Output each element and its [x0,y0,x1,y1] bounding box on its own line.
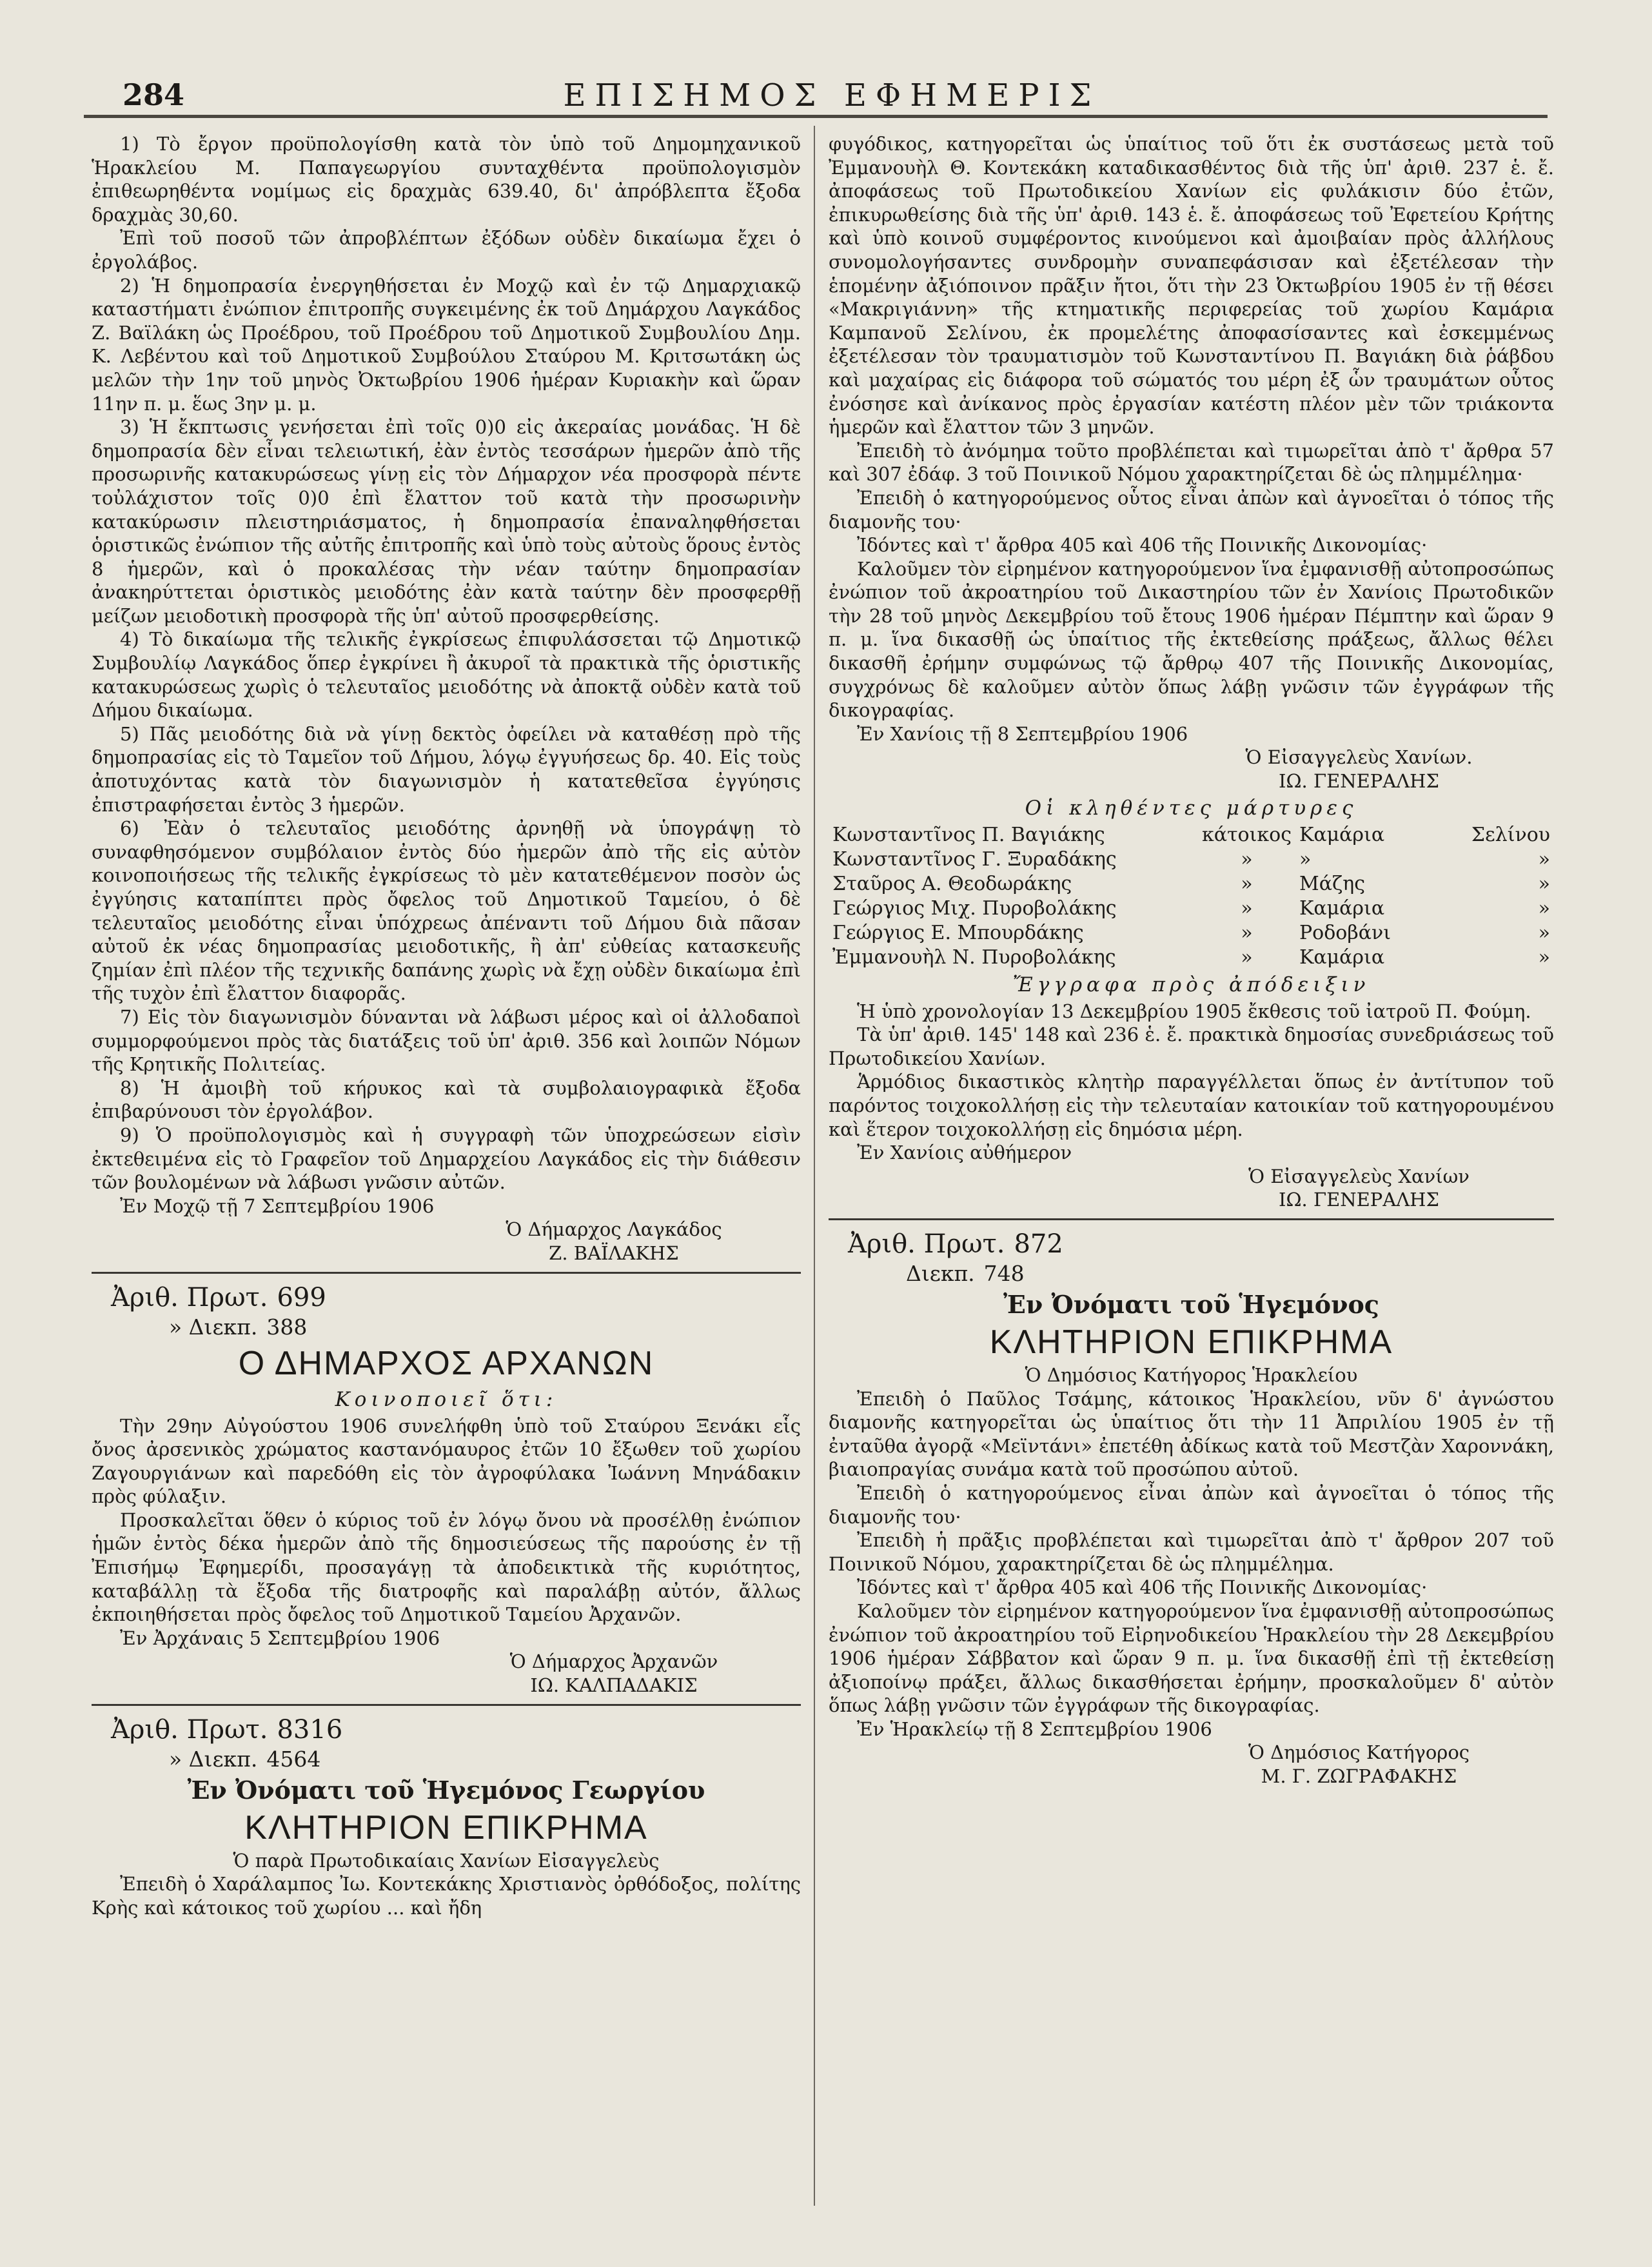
notice-paragraph: Ἐπειδὴ ὁ Χαράλαμπος Ἰω. Κοντεκάκης Χριστιανὸς ὀρθόδοξος, πολίτης Κρὴς καὶ κάτοικος τοῦ χωρίου ... καὶ ἤδη [92,1873,801,1919]
witness-name: Κωνσταντῖνος Γ. Ξυραδάκης [832,847,1117,871]
table-row [829,872,1554,896]
witness-table [829,823,1554,970]
witness-residence-label: » [1241,945,1253,969]
page-number: 284 [123,77,185,112]
notice-title: ΚΛΗΤΗΡΙΟΝ ΕΠΙΚΡΗΜΑ [989,1323,1393,1361]
term-paragraph: 2) Ἡ δημοπρασία ἐνεργηθήσεται ἐν Μοχῷ καὶ ἐν τῷ Δημαρχιακῷ καταστήματι ἐνώπιον ἐπιτροπῆς συγκειμένης ἐκ τοῦ Δημάρχου Λαγκάδος Ζ. Βαϊλάκη ὡς Προέδρου, τοῦ Προέδρου τοῦ Δημοτικοῦ Συμβουλίου Δημ. Κ. Λεβέντου καὶ τοῦ Δημοτικοῦ Συμβούλου Σταύρου Μ. Κριτσωτάκη ὡς μελῶν τὴν 1ην τοῦ μηνὸς Ὀκτωβρίου 1906 ἡμέραν Κυριακὴν καὶ ὥραν 11ην π. μ. ἕως 3ην μ. μ. [92,274,801,415]
witness-place: Ροδοβάνι [1299,921,1391,944]
term-paragraph: 4) Τὸ δικαίωμα τῆς τελικῆς ἐγκρίσεως ἐπιφυλάσσεται τῷ Δημοτικῷ Συμβουλίῳ Λαγκάδος ὅπερ ἐγκρίνει ἢ ἀκυροῖ τὰ πρακτικὰ τῆς ὁριστικῆς κατακυρώσεως χωρὶς ὁ τελευταῖος μειοδότης νὰ ἀποκτᾷ οὐδὲν κατὰ τοῦ Δήμου δικαίωμα. [92,628,801,722]
witness-residence-label: » [1241,872,1253,895]
place-date: Ἐν Ἡρακλείῳ τῇ 8 Σεπτεμβρίου 1906 [857,1718,1212,1740]
signature-name: Μ. Γ. ΖΩΓΡΑΦΑΚΗΣ [1261,1765,1457,1788]
header-rule [84,115,1548,118]
witness-place: » [1299,847,1312,871]
notice-heading: Ἐν Ὀνόματι τοῦ Ἡγεμόνος [1003,1289,1379,1319]
witness-district: » [1538,847,1550,871]
section-rule [92,1704,801,1706]
witness-residence-label: κάτοικος [1201,823,1292,846]
diekp-line [848,1259,1554,1289]
notice-paragraph: Τὴν 29ην Αὐγούστου 1906 συνελήφθη ὑπὸ τοῦ Σταύρου Ξενάκι εἷς ὄνος ἀρσενικὸς χρώματος καστανόμαυρος ἐτῶν 10 ἔξωθεν τοῦ χωρίου Ζαγουργιάνων καὶ παρεδόθη εἰς τὸν ἀγροφύλακα Ἰωάννη Μηνάδακιν πρὸς φύλαξιν. [92,1414,801,1508]
document-item: Τὰ ὑπ' ἀριθ. 145' 148 καὶ 236 ἑ. ἔ. πρακτικὰ δημοσίας συνεδριάσεως τοῦ Πρωτοδικείου Χανίων. [829,1024,1554,1069]
diekp-label: » Διεκπ. [169,1746,258,1772]
witness-district: » [1538,896,1550,920]
witness-name: Σταῦρος Α. Θεοδωράκης [832,872,1072,895]
body-paragraph: φυγόδικος, κατηγορεῖται ὡς ὑπαίτιος τοῦ ὅτι ἐκ συστάσεως μετὰ τοῦ Ἐμμανουὴλ Θ. Κοντεκάκη καταδικασθέντος διὰ τῆς ὑπ' ἀριθ. 237 ἑ. ἔ. ἀποφάσεως τοῦ Πρωτοδικείου Χανίων εἰς φυλάκισιν δύο ἐτῶν, ἐπικυρωθείσης διὰ τῆς ὑπ' ἀριθ. 143 ἑ. ἔ. ἀποφάσεως τοῦ Ἐφετείου Κρήτης καὶ ὑπὸ κοινοῦ συμφέροντος κινούμενοι καὶ ἀμοιβαίαν πρὸς ἀλλήλους συνομολογήσαντες συνδρομὴν συναπεφάσισαν καὶ ἐξετέλεσαν τὴν ἑπομένην ἀξιόποινον πρᾶξιν ἤτοι, ὅτι τὴν 23 Ὀκτωβρίου 1905 ἐν τῇ θέσει «Μακριγιάννη» τῆς κτηματικῆς περιφερείας τοῦ χωρίου Καμάρια Καμπανοῦ Σελίνου, ἐκ προμελέτης ἀποφασίσαντες καὶ ἐσκεμμένως ἐξετέλεσαν τὸν τραυματισμὸν τοῦ Κωνσταντίνου Π. Βαγιάκη διὰ ῥάβδου καὶ μαχαίρας εἰς διάφορα τοῦ σώματός του μέρη ἐξ ὧν τραυμάτων οὗτος ἐνόσησε καὶ ἀνίκανος πρὸς ἐργασίαν κατέστη πλέον μὲν τῶν τριάκοντα ἡμερῶν καὶ ἔλαττον τῶν 3 μηνῶν. [829,133,1554,439]
witness-residence-label: » [1241,921,1253,944]
running-header [123,72,1541,117]
place-date: Ἐν Χανίοις τῇ 8 Σεπτεμβρίου 1906 [857,722,1188,745]
gazette-title: ΕΠΙΣΗΜΟΣ ΕΦΗΜΕΡΙΣ [563,77,1101,114]
witness-residence-label: » [1241,847,1253,871]
term-paragraph: 9) Ὁ προϋπολογισμὸς καὶ ἡ συγγραφὴ τῶν ὑποχρεώσεων εἰσὶν ἐκτεθειμένα εἰς τὸ Γραφεῖον τοῦ Δημαρχείου Λαγκάδος εἰς τὴν διάθεσιν τῶν βουλομένων νὰ λάβωσι γνῶσιν αὐτῶν. [92,1124,801,1194]
term-paragraph: 1) Τὸ ἔργον προϋπολογίσθη κατὰ τὸν ὑπὸ τοῦ Δημομηχανικοῦ Ἡρακλείου Μ. Παπαγεωργίου συνταχθέντα προϋπολογισμὸν ἐπιθεωρηθέντα νομίμως εἰς δραχμὰς 639.40, δι' ἀπρόβλεπτα ἔξοδα δραχμὰς 30,60. [92,133,801,226]
term-paragraph: Ἐπὶ τοῦ ποσοῦ τῶν ἀπροβλέπτων ἐξόδων οὐδὲν δικαίωμα ἔχει ὁ ἐργολάβος. [92,227,801,273]
place-date: Ἐν Μοχῷ τῇ 7 Σεπτεμβρίου 1906 [120,1194,435,1217]
protocol-number [92,1283,801,1342]
notice-paragraph: Ἐπειδὴ ὁ κατηγορούμενος εἶναι ἀπὼν καὶ ἀγνοεῖται ὁ τόπος τῆς διαμονῆς του· [829,1481,1554,1528]
signature-role: Ὁ Δημόσιος Κατήγορος [1248,1741,1470,1764]
signature-role: Ὁ Δήμαρχος Ἀρχανῶν [509,1650,718,1673]
arith-label: Ἀριθ. [848,1229,916,1259]
diekp-value: 748 [983,1260,1025,1286]
arith-value: 699 [277,1282,326,1312]
column-divider [814,126,815,2206]
prot-value: 872 [1014,1229,1063,1259]
arith-label: Ἀριθ. Πρωτ. [111,1714,268,1745]
notice-subtitle: Κοινοποιεῖ ὅτι: [335,1387,558,1411]
prot-label: Πρωτ. [923,1229,1005,1259]
signature-role: Ὁ Εἰσαγγελεὺς Χανίων [1248,1165,1470,1187]
diekp-value: 388 [266,1314,308,1340]
diekp-line [111,1312,801,1342]
document-item: Ἁρμόδιος δικαστικὸς κλητὴρ παραγγέλλεται ὅπως ἐν ἀντίτυπον τοῦ παρόντος τοιχοκολλήσῃ εἰς τὴν τελευταίαν κατοικίαν τοῦ κατηγορουμένου καὶ ἕτερον τοιχοκολλήσῃ εἰς δημόσια μέρη. [829,1071,1554,1140]
witness-place: Καμάρια [1299,896,1385,920]
diekp-label: » Διεκπ. [169,1314,258,1340]
term-paragraph: 5) Πᾶς μειοδότης διὰ νὰ γίνῃ δεκτὸς ὀφείλει νὰ καταθέσῃ πρὸ τῆς δημοπρασίας εἰς τὸ Ταμεῖον τοῦ Δήμου, λόγῳ ἐγγυήσεως δρ. 40. Εἰς τοὺς ἀποτυχόντας κατὰ τὸν διαγωνισμὸν ἡ κατατεθεῖσα ἐγγύησις ἐπιστραφήσεται ἐντὸς 3 ἡμερῶν. [92,722,801,816]
witness-name: Κωνσταντῖνος Π. Βαγιάκης [832,823,1105,846]
body-paragraph: Ἐπειδὴ ὁ κατηγορούμενος οὗτος εἶναι ἀπὼν καὶ ἀγνοεῖται ὁ τόπος τῆς διαμονῆς του· [829,486,1554,533]
left-column [92,132,801,1919]
witness-name: Ἐμμανουὴλ Ν. Πυροβολάκης [832,945,1116,969]
witness-district: » [1538,921,1550,944]
notice-paragraph: Ἐπειδὴ ἡ πρᾶξις προβλέπεται καὶ τιμωρεῖται ἀπὸ τ' ἄρθρον 207 τοῦ Ποινικοῦ Νόμου, χαρακτηρίζεται δὲ ὡς πλημμέλημα. [829,1529,1554,1575]
arith-label: Ἀριθ. Πρωτ. [111,1282,268,1312]
table-row [829,823,1554,847]
table-row [829,945,1554,970]
notice-title: ΚΛΗΤΗΡΙΟΝ ΕΠΙΚΡΗΜΑ [244,1808,648,1846]
right-column [829,132,1554,1788]
notice-paragraph: Ἰδόντες καὶ τ' ἄρθρα 405 καὶ 406 τῆς Ποινικῆς Δικονομίας· [857,1576,1428,1599]
witnesses-title: Οἱ κληθέντες μάρτυρες [1025,796,1358,820]
signature-role: Ὁ Δήμαρχος Λαγκάδος [506,1218,722,1241]
table-row [829,896,1554,921]
protocol-number [829,1229,1554,1289]
term-paragraph: 8) Ἡ ἀμοιβὴ τοῦ κήρυκος καὶ τὰ συμβολαιογραφικὰ ἔξοδα ἐπιβαρύνουσι τὸν ἐργολάβον. [92,1076,801,1123]
witness-place: Καμάρια [1299,823,1385,846]
diekp-value: 4564 [266,1746,321,1772]
witness-district: » [1538,872,1550,895]
notice-paragraph: Καλοῦμεν τὸν εἰρημένον κατηγορούμενον ἵνα ἐμφανισθῇ αὐτοπροσώπως ἐνώπιον τοῦ ἀκροατηρίου τοῦ Εἰρηνοδικείου Ἡρακλείου τὴν 28 Δεκεμβρίου 1906 ἡμέραν Σάββατον καὶ ὥραν 9 π. μ. ἵνα δικασθῇ ἐπὶ τῇ ἐκτεθείσῃ ἀξιοποίνῳ πράξει, ἄλλως δικασθήσεται ἐρήμην, προσκαλοῦμεν δ' αὐτὸν ὅπως λάβῃ γνῶσιν τῶν ἐγγράφων τῆς δικογραφίας. [829,1599,1554,1717]
document-item: Ἡ ὑπὸ χρονολογίαν 13 Δεκεμβρίου 1905 ἔκθεσις τοῦ ἰατροῦ Π. Φούμη. [857,1000,1531,1022]
section-rule [829,1218,1554,1220]
term-paragraph: 6) Ἐὰν ὁ τελευταῖος μειοδότης ἀρνηθῇ νὰ ὑπογράψῃ τὸ συναφθησόμενον συμβόλαιον ἐντὸς δύο ἡμερῶν ἀπὸ τῆς εἰς αὐτὸν κοινοποιήσεως τῆς τελικῆς ἐγκρίσεως τὸ μὲν κατατεθέμενον ποσὸν ὡς ἐγγύησις καταπίπτει πρὸς ὄφελος τοῦ Δημοτικοῦ Ταμείου, ὁ δὲ τελευταῖος μειοδότης εἶναι ὑπόχρεως ἀπέναντι τοῦ Δήμου διὰ πᾶσαν αὐτοῦ ἐκ νέας δημοπρασίας μειοδοτικῆς, ἢ ἀπ' εὐθείας κατασκευῆς ζημίαν ἐπὶ πλέον τῆς τεχνικῆς δαπάνης χωρὶς νὰ ἔχῃ οὐδὲν δικαίωμα ἐπὶ τῆς τυχὸν ἐπὶ ἔλαττον διαφορᾶς. [92,817,801,1005]
signature-role: Ὁ Εἰσαγγελεὺς Χανίων. [1245,746,1473,769]
witness-place: Μάζης [1299,872,1366,895]
witness-district: Σελίνου [1471,823,1550,846]
table-row [829,921,1554,945]
arith-value: 8316 [277,1714,343,1745]
documents-title: Ἔγγραφα πρὸς ἀπόδειξιν [1012,973,1370,996]
witness-name: Γεώργιος Μιχ. Πυροβολάκης [832,896,1117,920]
notice-title: Ο ΔΗΜΑΡΧΟΣ ΑΡΧΑΝΩΝ [238,1344,654,1382]
witness-district: » [1538,945,1550,969]
body-paragraph: Ἐπειδὴ τὸ ἀνόμημα τοῦτο προβλέπεται καὶ τιμωρεῖται ἀπὸ τ' ἄρθρα 57 καὶ 307 ἐδάφ. 3 τοῦ Ποινικοῦ Νόμου χαρακτηρίζεται δὲ ὡς πλημμέλημα· [829,439,1554,486]
witness-place: Καμάρια [1299,945,1385,969]
notice-paragraph: Προσκαλεῖται ὅθεν ὁ κύριος τοῦ ἐν λόγῳ ὄνου νὰ προσέλθῃ ἐνώπιον ἡμῶν ἐντὸς δέκα ἡμερῶν ἀπὸ τῆς δημοσιεύσεως τῆς παρούσης ἐν τῇ Ἐπισήμῳ Ἐφημερίδι, προσαγάγῃ τὰ ἀποδεικτικὰ τῆς κυριότητος, καταβάλλῃ τὰ ἔξοδα τῆς διατροφῆς καὶ παραλάβῃ αὐτόν, ἄλλως ἐκποιηθήσεται πρὸς ὄφελος τοῦ Δημοτικοῦ Ταμείου Ἀρχανῶν. [92,1509,801,1626]
notice-subtitle: Ὁ Δημόσιος Κατήγορος Ἡρακλείου [1025,1363,1358,1386]
notice-heading: Ἐν Ὀνόματι τοῦ Ἡγεμόνος Γεωργίου [187,1775,705,1805]
witness-residence-label: » [1241,896,1253,920]
notice-subtitle: Ὁ παρὰ Πρωτοδικαίαις Χανίων Εἰσαγγελεὺς [233,1849,660,1872]
notice-paragraph: Ἐπειδὴ ὁ Παῦλος Τσάμης, κάτοικος Ἡρακλείου, νῦν δ' ἀγνώστου διαμονῆς κατηγορεῖται ὡς ὑπαίτιος ὅτι τὴν 11 Ἀπριλίου 1905 ἐν τῇ ἐνταῦθα ἀγορᾷ «Μεϊντάνι» ἐπετέθη ἀδίκως κατὰ τοῦ Μεστζὰν Χαροννάκη, βιαιοπραγίας συνάμα κατὰ τοῦ προσώπου αὐτοῦ. [829,1387,1554,1481]
diekp-line [111,1745,801,1774]
body-paragraph: Ἰδόντες καὶ τ' ἄρθρα 405 καὶ 406 τῆς Ποινικῆς Δικονομίας· [857,534,1428,557]
place-date: Ἐν Ἀρχάναις 5 Σεπτεμβρίου 1906 [120,1627,440,1649]
signature-name: ΙΩ. ΓΕΝΕΡΑΛΗΣ [1279,770,1439,793]
section-rule [92,1272,801,1274]
table-row [829,847,1554,872]
term-paragraph: 3) Ἡ ἔκπτωσις γενήσεται ἐπὶ τοῖς 0)0 εἰς ἀκεραίας μονάδας. Ἡ δὲ δημοπρασία δὲν εἶναι τελειωτική, ἐὰν ἐντὸς τεσσάρων ἡμερῶν ἀπὸ τῆς προσωρινῆς κατακυρώσεως γίνῃ εἰς τὸν Δήμαρχον νέα προσφορὰ πέντε τοὐλάχιστον τοῖς 0)0 ἐπὶ ἔλαττον τοῦ κατὰ τὴν προσωρινὴν κατακύρωσιν πλειστηριάσματος, ἡ δημοπρασία ἐπαναληφθήσεται ὁριστικῶς ἐνώπιον τῆς αὐτῆς ἐπιτροπῆς καὶ ὑπὸ τοὺς αὐτοὺς ὅρους ἐντὸς 8 ἡμερῶν, καὶ ὁ προκαλέσας τὴν νέαν ταύτην δημοπρασίαν ἀνακηρύττεται ὁριστικὸς μειοδότης ἐὰν κατὰ ταύτην δὲν προσφερθῇ μείζων μειοδοτικὴ προσφορὰ τῆς ὑπ' αὐτοῦ προσφερθείσης. [92,416,801,627]
term-paragraph: 7) Εἰς τὸν διαγωνισμὸν δύνανται νὰ λάβωσι μέρος καὶ οἱ ἀλλοδαποὶ συμμορφούμενοι πρὸς τὰς διατάξεις τοῦ ὑπ' ἀριθ. 356 καὶ λοιπῶν Νόμων τῆς Κρητικῆς Πολιτείας. [92,1005,801,1076]
witness-name: Γεώργιος Ε. Μπουρδάκης [832,921,1084,944]
place-date: Ἐν Χανίοις αὐθήμερον [857,1142,1072,1164]
diekp-label: Διεκπ. [906,1260,975,1286]
protocol-number [92,1715,801,1774]
signature-name: ΙΩ. ΚΑΛΠΑΔΑΚΙΣ [530,1674,698,1697]
signature-name: ΙΩ. ΓΕΝΕΡΑΛΗΣ [1279,1189,1439,1211]
signature-name: Ζ. ΒΑΪΛΑΚΗΣ [549,1242,679,1264]
body-paragraph: Καλοῦμεν τὸν εἰρημένον κατηγορούμενον ἵνα ἐμφανισθῇ αὐτοπροσώπως ἐνώπιον τοῦ ἀκροατηρίου τοῦ Δικαστηρίου τῶν ἐν Χανίοις Πρωτοδικῶν τὴν 28 τοῦ μηνὸς Δεκεμβρίου τοῦ ἔτους 1906 ἡμέραν Πέμπτην καὶ ὥραν 9 π. μ. ἵνα δικασθῇ ὡς ὑπαίτιος τῆς ἐκτεθείσης πράξεως, ἄλλως θέλει δικασθῆ ἐρήμην συμφώνως τῷ ἄρθρῳ 407 τῆς Ποινικῆς Δικονομίας, συγχρόνως δὲ καλοῦμεν αὐτὸν ὅπως λάβῃ γνῶσιν τῶν ἐγγράφων τῆς δικογραφίας. [829,557,1554,722]
